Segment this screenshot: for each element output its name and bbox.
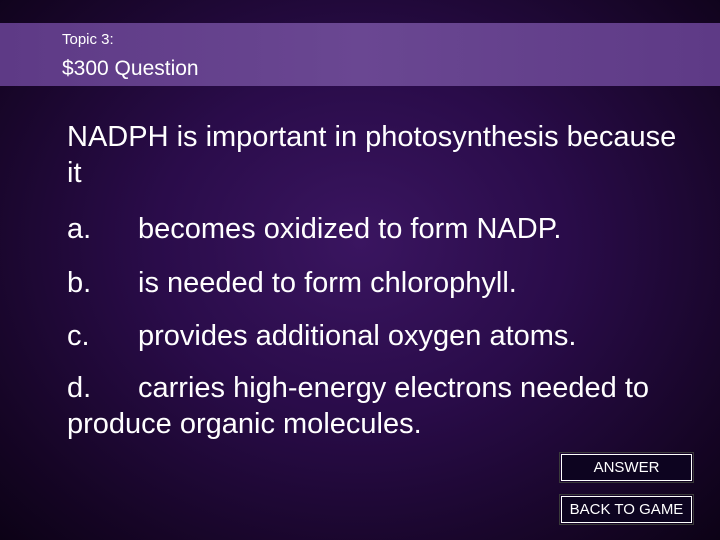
option-letter: a. — [67, 213, 92, 245]
option-text: provides additional oxygen atoms. — [138, 320, 577, 352]
back-to-game-button[interactable]: BACK TO GAME — [561, 496, 692, 523]
option-text: is needed to form chlorophyll. — [138, 267, 517, 299]
option-c — [67, 318, 576, 354]
option-b — [67, 265, 517, 301]
option-letter: b. — [67, 267, 92, 299]
option-a — [67, 211, 561, 247]
option-letter: c. — [67, 320, 90, 352]
option-text: becomes oxidized to form NADP. — [138, 213, 562, 245]
question-text: NADPH is important in photosynthesis because it — [67, 121, 677, 189]
option-text: carries high-energy electrons needed to produce organic molecules. — [67, 372, 650, 440]
question-value-title: $300 Question — [62, 57, 199, 80]
topic-label: Topic 3: — [62, 31, 114, 48]
option-letter: d. — [67, 372, 92, 404]
answer-button[interactable]: ANSWER — [561, 454, 692, 481]
option-d — [67, 370, 687, 442]
